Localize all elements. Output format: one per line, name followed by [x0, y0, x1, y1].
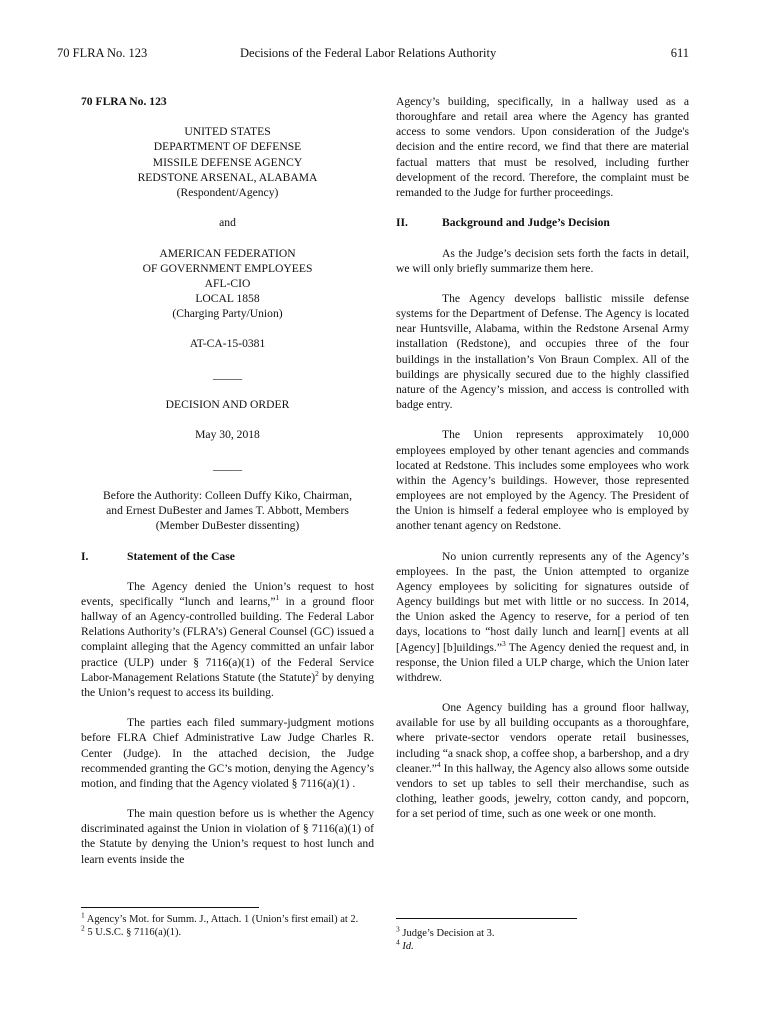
union-line: AFL-CIO	[204, 276, 251, 290]
respondent-line: UNITED STATES	[184, 125, 271, 139]
footnote-ref[interactable]: 2	[315, 668, 319, 678]
body-paragraph: The Agency denied the Union’s request to host events, specifically “lunch and learns,”$^1$ in a ground floor hallway of an Agency-controlled building. The Federal Labor Relations Authority’s (FLRA’s) General Counsel (GC) issued a complaint alleging that the Agency committed an unfair labor practice (ULP) under § 7116(a)(1) of the Federal Service Labor-Management Relations Statute (the Statute)$^2$ by denying the Union’s request to access its building.	[81, 579, 374, 699]
footnotes-left	[81, 910, 374, 939]
section-heading	[396, 215, 689, 230]
section-title: Background and Judge’s Decision	[442, 216, 610, 230]
body-paragraph: Agency’s building, specifically, in a hallway used as a thoroughfare and retail area where the Agency has granted access to some vendors. Upon consideration of the Judge's decision and the entire record, we find that there are material factual matters that must be resolved, including further development of the record. Therefore, the complaint must be remanded to the Judge for further proceedings.	[396, 95, 689, 199]
body-paragraph: The main question before us is whether the Agency discriminated against the Union in violation of § 7116(a)(1) of the Statute by denying the Union’s request to host lunch and learn events inside the	[81, 807, 374, 866]
union-line: AMERICAN FEDERATION	[159, 246, 296, 260]
respondent-block	[81, 124, 374, 200]
body-paragraph: As the Judge’s decision sets forth the facts in detail, we will only briefly summarize them here.	[396, 246, 689, 275]
panel-block	[81, 488, 374, 533]
and-connector: and	[219, 216, 236, 230]
right-column	[396, 94, 689, 821]
page-number: 611	[670, 46, 689, 60]
union-line: LOCAL 1858	[195, 291, 260, 305]
respondent-line: REDSTONE ARSENAL, ALABAMA	[137, 170, 318, 184]
body-paragraph: The Agency develops ballistic missile defense systems for the Department of Defense. The Agency is located near Huntsville, Alabama, within the Redstone Arsenal Army installation (Redstone), and occupies three of the four buildings in the installation’s Von Braun Complex. All of the buildings are physically secured due to the highly classified nature of the Agency’s mission, and access is controlled with badge entry.	[396, 291, 689, 412]
section-number: I.	[81, 549, 89, 563]
footnote-ref[interactable]: 1	[275, 593, 280, 603]
case-title: 70 FLRA No. 123	[81, 95, 167, 108]
section-number: II.	[396, 216, 408, 230]
body-paragraph: One Agency building has a ground floor hallway, available for use by all building occupants as a thoroughfare, where private-sector vendors operate retail businesses, including “a snack shop, a coffee shop, a barbershop, and a dry cleaner.”$^4$ In this hallway, the Agency also allows some outside vendors to set up tables to sell their merchandise, such as clothing, leather goods, jewelry, cotton candy, and popcorn, for a set period of time, such as one week or one month.	[396, 701, 689, 821]
union-line: OF GOVERNMENT EMPLOYEES	[142, 261, 313, 275]
separator-line: _____	[213, 458, 242, 472]
panel-line: and Ernest DuBester and James T. Abbott, Members	[106, 504, 349, 518]
union-line: (Charging Party/Union)	[172, 307, 283, 321]
header-citation: 70 FLRA No. 123	[57, 46, 148, 60]
panel-line: (Member DuBester dissenting)	[155, 519, 300, 533]
body-paragraph: The Union represents approximately 10,000 employees employed by other tenant agencies and commands located at Redstone. This includes some employees who work within the Agency’s buildings. However, those represented employees are not employed by the Agency. The President of the Union is himself a federal employee who is employed by another tenant agency on Redstone.	[396, 428, 689, 533]
respondent-line: (Respondent/Agency)	[176, 185, 279, 199]
left-column	[81, 94, 374, 867]
page-header	[57, 46, 689, 62]
footnote-ref[interactable]: 3	[501, 638, 506, 648]
footnote-divider	[396, 918, 577, 919]
footnote: $^1$ Agency’s Mot. for Summ. J., Attach. 1 (Union’s first email) at 2.	[81, 910, 359, 925]
section-title: Statement of the Case	[127, 549, 235, 563]
footnote: $^3$ Judge’s Decision at 3.	[396, 924, 495, 939]
footnote: $^4$ Id.	[396, 937, 414, 952]
decision-heading: DECISION AND ORDER	[165, 398, 290, 412]
section-heading	[81, 549, 374, 564]
footnote-divider	[81, 907, 259, 908]
separator-line: _____	[213, 367, 242, 381]
footnote: $^2$ 5 U.S.C. § 7116(a)(1).	[81, 923, 182, 938]
union-block	[81, 246, 374, 322]
footnotes-right	[396, 924, 689, 953]
respondent-line: MISSILE DEFENSE AGENCY	[152, 155, 303, 169]
body-paragraph: The parties each filed summary-judgment motions before FLRA Chief Administrative Law Judge Charles R. Center (Judge). In the attached decision, the Judge recommended granting the GC’s motion, denying the Agency’s motion, and finding that the Agency violated § 7116(a)(1) .	[81, 716, 375, 790]
footnote-ref[interactable]: 4	[436, 759, 441, 769]
panel-line: Before the Authority: Colleen Duffy Kiko, Chairman,	[102, 488, 352, 502]
body-paragraph: No union currently represents any of the Agency’s employees. In the past, the Union attempted to organize Agency employees by soliciting for signatures outside of Agency buildings but met with little or no success. In 2014, the Union asked the Agency to reserve, for a period of ten days, locations to “host daily lunch and learn[] events at all [Agency] [b]uildings.”$^3$ The Agency denied the request and, in response, the Union filed a ULP charge, which the Union later withdrew.	[396, 549, 689, 684]
respondent-line: DEPARTMENT OF DEFENSE	[153, 140, 302, 154]
case-number: AT-CA-15-0381	[189, 337, 266, 351]
decision-date: May 30, 2018	[195, 428, 260, 442]
header-publication-title: Decisions of the Federal Labor Relations Authority	[240, 46, 497, 60]
